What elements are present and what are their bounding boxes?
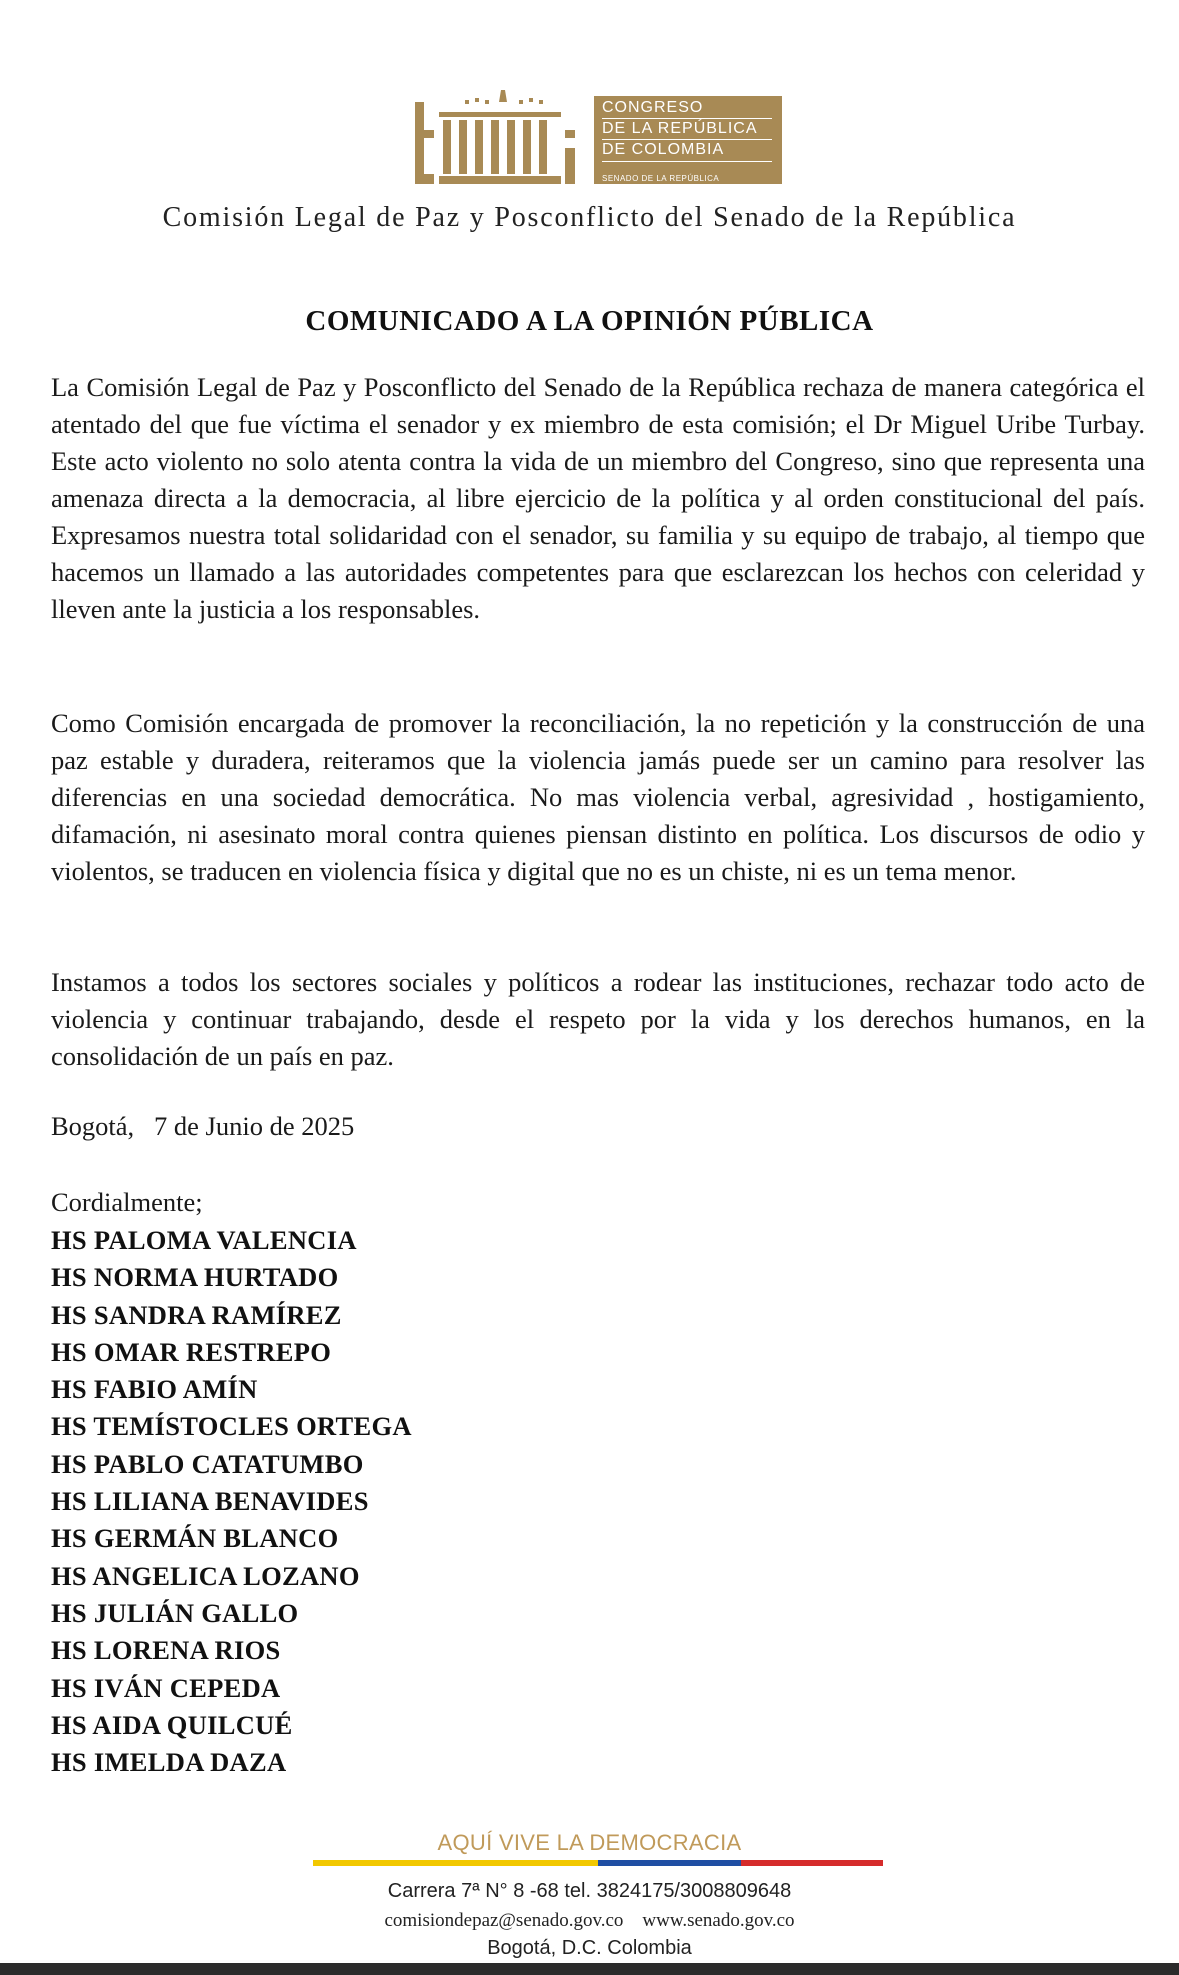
congreso-logo-label <box>594 96 782 184</box>
signer-name: HS SANDRA RAMÍREZ <box>51 1299 342 1330</box>
paragraph-2: Como Comisión encargada de promover la reconciliación, la no repetición y la construcción de una paz estable y duradera, reiteramos que la violencia jamás puede ser un camino para resolver las diferencias en una sociedad democrática. No mas violencia verbal, agresividad , hostigamiento, difamación, ni asesinato moral contra quienes piensan distinto en política. Los discursos de odio y violentos, se traducen en violencia física y digital que no es un chiste, ni es un tema menor. <box>51 708 1145 886</box>
flag-red-stripe <box>741 1860 884 1866</box>
commission-subtitle: Comisión Legal de Paz y Posconflicto del Senado de la República <box>162 202 1017 233</box>
logo-divider <box>602 139 772 140</box>
bottom-edge-bar <box>0 1963 1179 1975</box>
logo-line-republica: DE LA REPÚBLICA <box>602 120 758 137</box>
flag-yellow-stripe <box>313 1860 598 1866</box>
footer-address: Carrera 7ª N° 8 -68 tel. 3824175/3008809648 <box>387 1880 792 1902</box>
page-title: COMUNICADO A LA OPINIÓN PÚBLICA <box>305 305 874 337</box>
signer-name: HS IVÁN CEPEDA <box>51 1672 281 1703</box>
closing-salutation: Cordialmente; <box>51 1187 203 1217</box>
footer-motto: AQUÍ VIVE LA DEMOCRACIA <box>437 1830 742 1855</box>
logo-divider <box>602 161 772 162</box>
logo-line-congreso: CONGRESO <box>602 99 704 116</box>
signers-list <box>51 1222 412 1781</box>
paragraph-3: Instamos a todos los sectores sociales y políticos a rodear las instituciones, rechazar todo acto de violencia y continuar trabajando, desde el respeto por la vida y los derechos humanos, en la consolidación de un país en paz. <box>51 967 1145 1071</box>
paragraph-1: La Comisión Legal de Paz y Posconflicto del Senado de la República rechaza de manera categórica el atentado del que fue víctima el senador y ex miembro de esta comisión; el Dr Miguel Uribe Turbay. Este acto violento no solo atenta contra la vida de un miembro del Congreso, sino que representa una amenaza directa a la democracia, al libre ejercicio de la política y al orden constitucional del país. Expresamos nuestra total solidaridad con el senador, su familia y su equipo de trabajo, al tiempo que hacemos un llamado a las autoridades competentes para que esclarezcan los hechos con celeridad y lleven ante la justicia a los responsables. <box>51 372 1145 624</box>
congreso-logo <box>415 88 782 184</box>
signer-name: HS TEMÍSTOCLES ORTEGA <box>51 1411 412 1442</box>
capitol-building-icon <box>415 88 590 184</box>
signer-name: HS AIDA QUILCUÉ <box>51 1709 293 1740</box>
signer-name: HS GERMÁN BLANCO <box>51 1523 339 1554</box>
colombia-flag-stripe <box>313 1860 883 1866</box>
footer-contact: comisiondepaz@senado.gov.co www.senado.gov.co <box>384 1910 795 1931</box>
signer-name: HS OMAR RESTREPO <box>51 1336 332 1367</box>
signer-name: HS JULIÁN GALLO <box>51 1597 299 1628</box>
logo-line-colombia: DE COLOMBIA <box>602 141 725 158</box>
signer-name: HS PALOMA VALENCIA <box>51 1225 357 1255</box>
flag-blue-stripe <box>598 1860 741 1866</box>
logo-line-senado: SENADO DE LA REPÚBLICA <box>602 174 720 183</box>
signer-name: HS LORENA RIOS <box>51 1635 281 1666</box>
footer-city: Bogotá, D.C. Colombia <box>487 1937 692 1959</box>
signer-name: HS ANGELICA LOZANO <box>51 1560 360 1591</box>
signer-name: HS IMELDA DAZA <box>51 1747 287 1778</box>
document-date: Bogotá, 7 de Junio de 2025 <box>51 1111 355 1141</box>
signer-name: HS PABLO CATATUMBO <box>51 1448 364 1479</box>
signer-name: HS FABIO AMÍN <box>51 1374 258 1405</box>
signer-name: HS LILIANA BENAVIDES <box>51 1486 369 1517</box>
logo-divider <box>602 118 772 119</box>
signer-name: HS NORMA HURTADO <box>51 1262 339 1293</box>
